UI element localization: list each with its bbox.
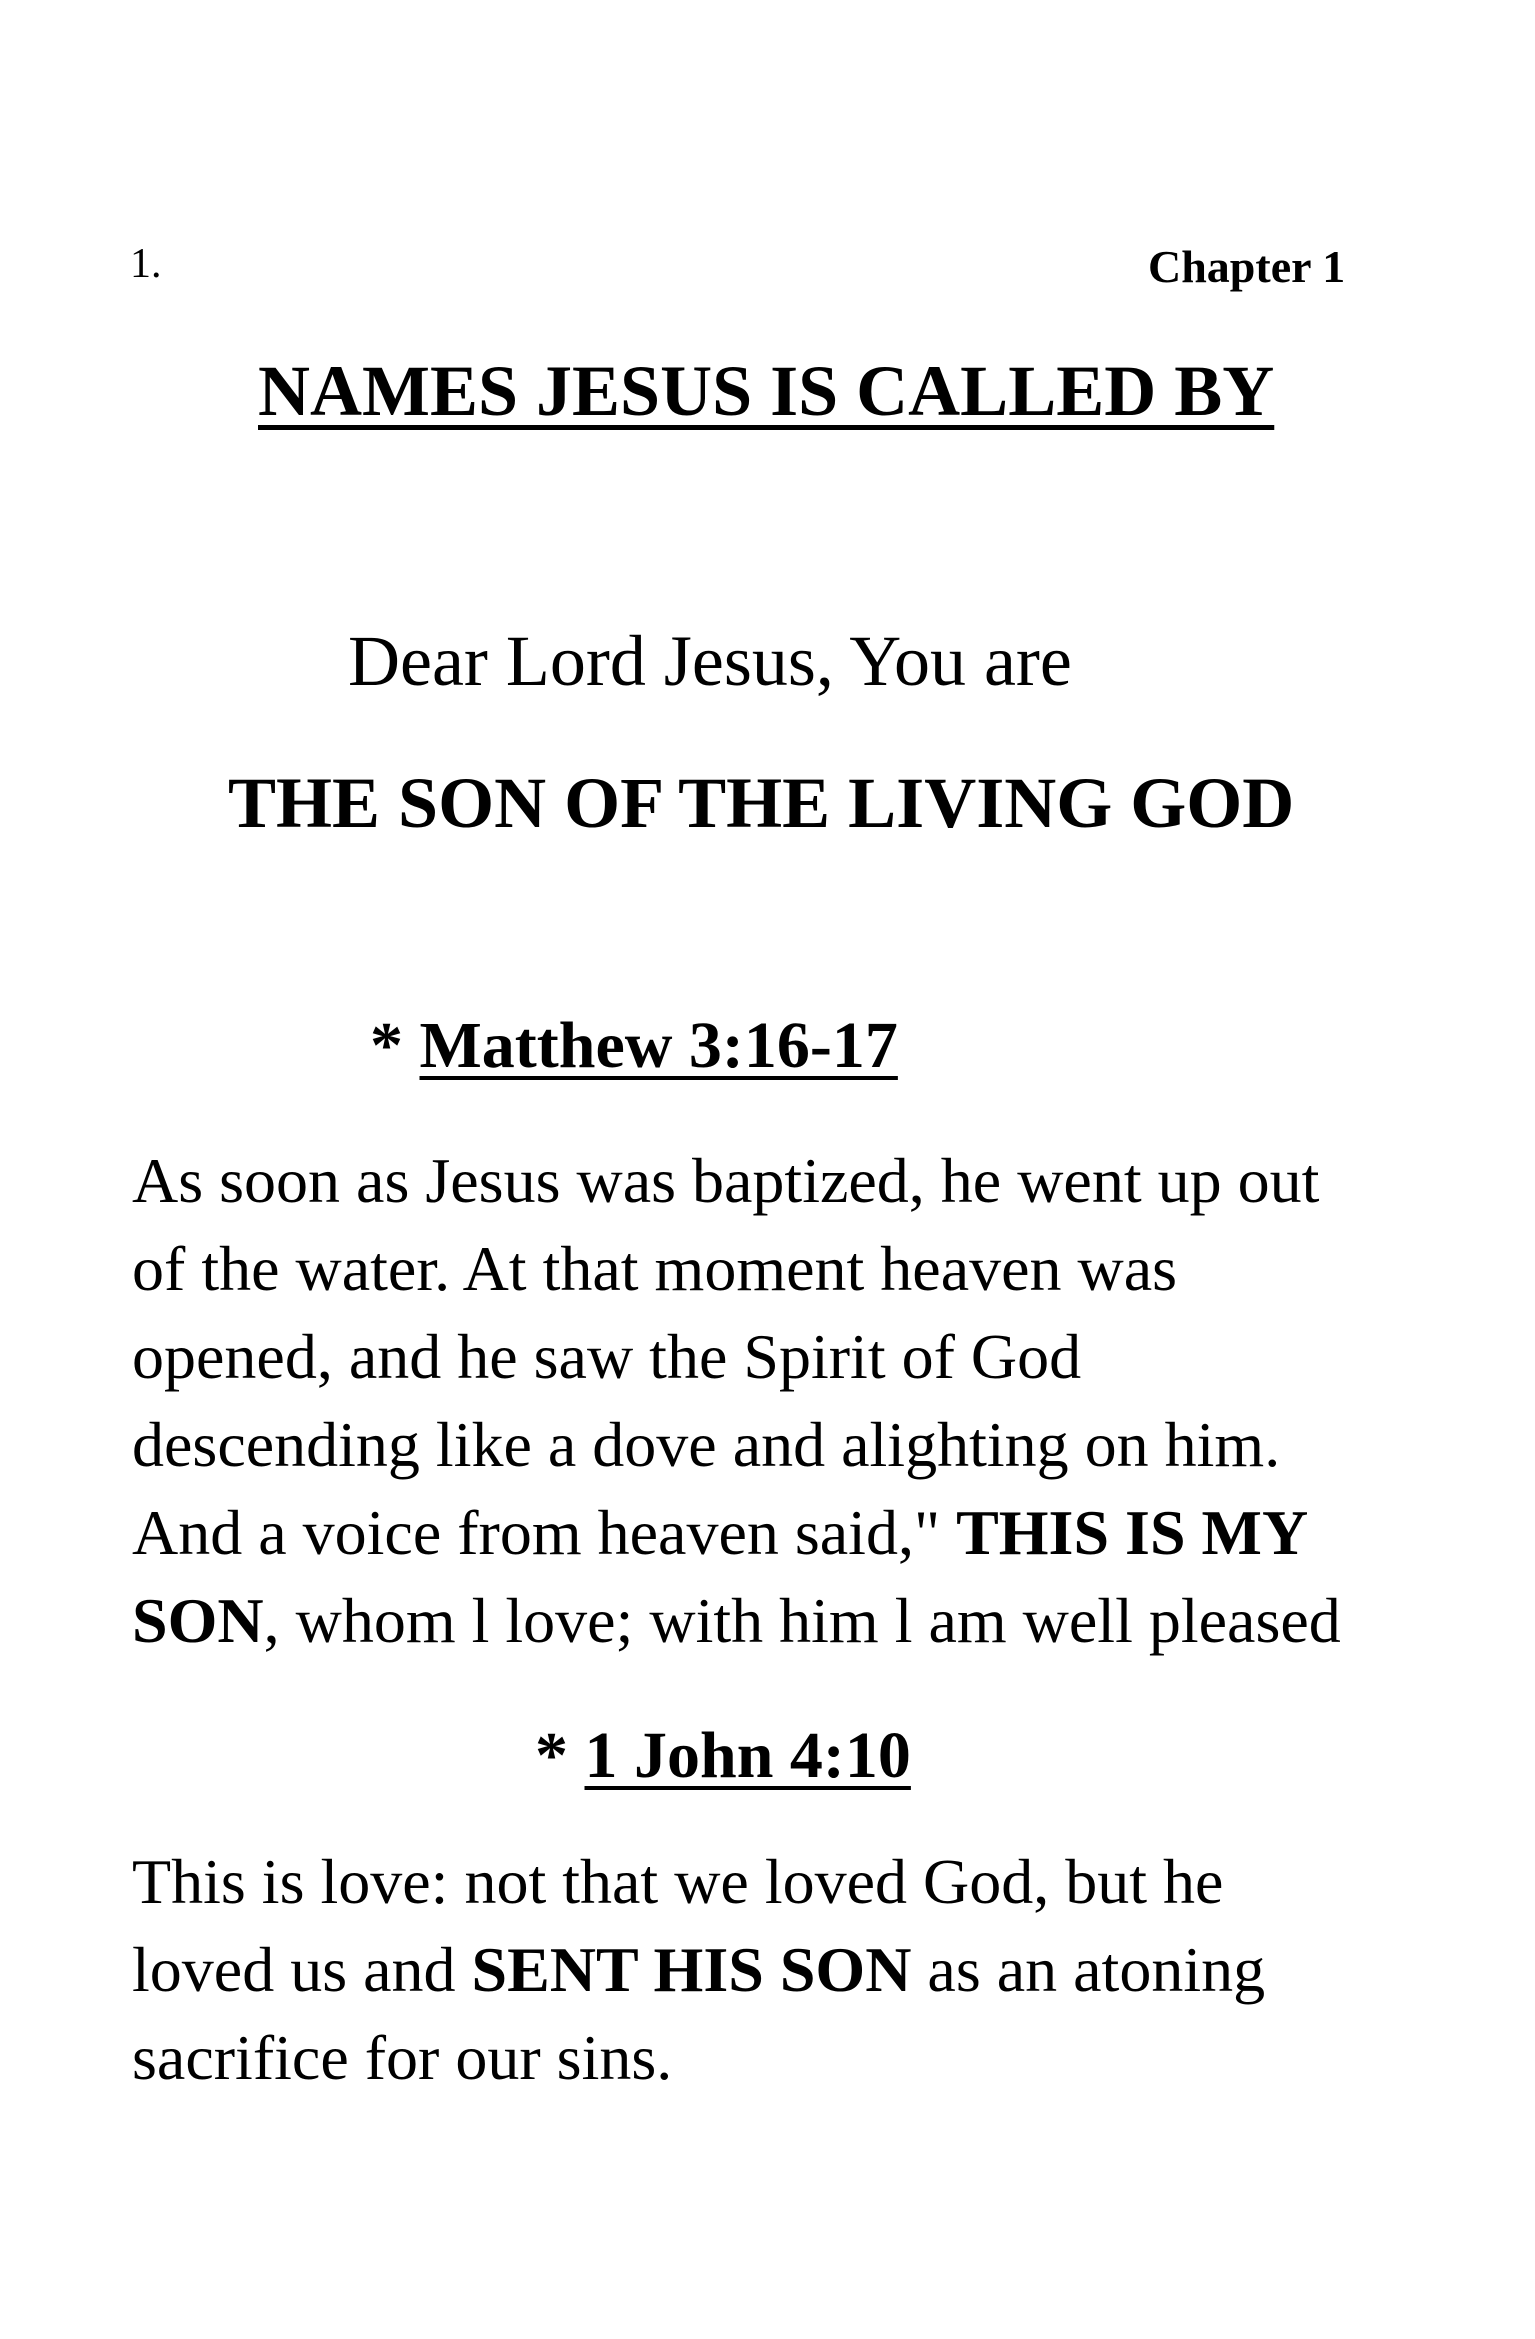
- scripture-reference: [370, 1008, 898, 1084]
- verse-run: descending like a dove and alighting on him.: [132, 1409, 1281, 1480]
- salutation: Dear Lord Jesus, You are: [348, 621, 1072, 701]
- verse-line: [132, 1137, 1341, 1225]
- verse-line: [132, 1313, 1341, 1401]
- reference-text: Matthew 3:16-17: [419, 1009, 898, 1082]
- chapter-label: Chapter 1: [1148, 241, 1346, 292]
- verse-line: [132, 1577, 1341, 1665]
- verse-line: [132, 1926, 1265, 2014]
- verse-run: loved us and: [132, 1934, 472, 2005]
- reference-marker: *: [535, 1719, 585, 1792]
- verse-run: as an atoning: [911, 1934, 1266, 2005]
- verse-run: This is love: not that we loved God, but he: [132, 1846, 1224, 1917]
- subtitle: THE SON OF THE LIVING GOD: [228, 763, 1295, 843]
- reference-text: 1 John 4:10: [584, 1719, 911, 1792]
- scripture-reference: [535, 1718, 911, 1794]
- verse-run: sacrifice for our sins.: [132, 2022, 673, 2093]
- verse-line: [132, 1489, 1341, 1577]
- page-title: NAMES JESUS IS CALLED BY: [258, 351, 1275, 431]
- emphasis-text: SON: [132, 1585, 264, 1656]
- page-number: 1.: [130, 241, 162, 287]
- verse-run: As soon as Jesus was baptized, he went up out: [132, 1145, 1320, 1216]
- verse-run: opened, and he saw the Spirit of God: [132, 1321, 1082, 1392]
- emphasis-text: SENT HIS SON: [471, 1934, 912, 2005]
- verse-run: And a voice from heaven said,": [132, 1497, 957, 1568]
- verse-text: [132, 1838, 1265, 2102]
- verse-line: [132, 1225, 1341, 1313]
- verse-run: , whom l love; with him l am well pleased: [263, 1585, 1341, 1656]
- reference-marker: *: [370, 1009, 420, 1082]
- verse-run: of the water. At that moment heaven was: [132, 1233, 1178, 1304]
- verse-line: [132, 1838, 1265, 1926]
- verse-line: [132, 2014, 1265, 2102]
- verse-line: [132, 1401, 1341, 1489]
- verse-text: [132, 1137, 1341, 1665]
- emphasis-text: THIS IS MY: [956, 1497, 1309, 1568]
